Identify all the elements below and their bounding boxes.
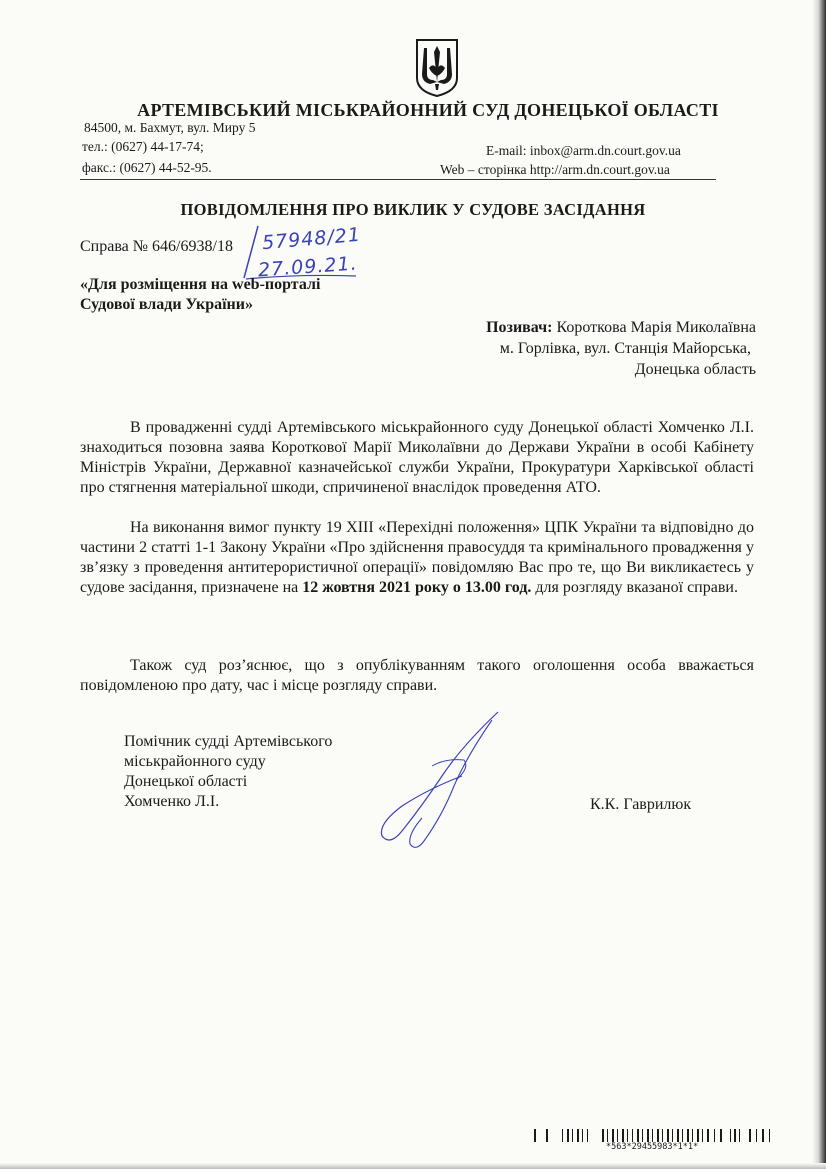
handwritten-signature: [372, 706, 512, 856]
court-website: Web – сторінка http://arm.dn.court.gov.ua: [440, 162, 670, 177]
plaintiff-address-line1: м. Горлівка, вул. Станція Майорська,: [499, 340, 751, 357]
plaintiff-name: Короткова Марія Миколаївна: [556, 319, 756, 336]
signatory-judge-name: Хомченко Л.І.: [124, 793, 220, 810]
plaintiff-label: Позивач:: [486, 319, 553, 336]
court-email: E-mail: inbox@arm.dn.court.gov.ua: [486, 143, 681, 158]
barcode: [534, 1129, 774, 1142]
header-divider: [80, 179, 716, 180]
handwritten-reg-date: 27.09.21.: [257, 252, 359, 282]
summons-tail: для розгляду вказаної справи.: [535, 579, 738, 596]
signatory-title-line2: міськрайонного суду: [124, 753, 266, 770]
trident-emblem-icon: [414, 38, 460, 98]
court-phone: тел.: (0627) 44-17-74;: [82, 139, 204, 154]
scan-edge-right: [812, 0, 826, 1169]
summons-text: На виконання вимог пункту 19 ХІІІ «Перехідні положення» ЦПК України та відповідно до частини 2 статті 1-1 Закону України «Про здійснення правосуддя та кримінального провадження у зв’язку з проведення антитерористичної операції» повідомляю Вас про те, що Ви викликаєтесь у судове засідання, призначене на: [80, 519, 754, 596]
paragraph-clarification: Також суд роз’яснює, що з опублікуванням такого оголошення особа вважається повідомленою про дату, час і місце розгляду справи.: [80, 657, 754, 694]
scan-edge-bottom: [0, 1163, 826, 1169]
signatory-title-line1: Помічник судді Артемівського: [124, 733, 333, 750]
document-title: ПОВІДОМЛЕННЯ ПРО ВИКЛИК У СУДОВЕ ЗАСІДАННЯ: [180, 200, 646, 219]
court-address: 84500, м. Бахмут, вул. Миру 5: [84, 120, 256, 135]
court-name: АРТЕМІВСЬКИЙ МІСЬКРАЙОННИЙ СУД ДОНЕЦЬКОЇ ОБЛАСТІ: [137, 100, 719, 120]
placement-note-line1: «Для розміщення на web-порталі: [80, 276, 321, 293]
hearing-datetime: 12 жовтня 2021 року о 13.00 год.: [302, 579, 532, 596]
paragraph-summons: [80, 518, 754, 598]
placement-note-line2: Судової влади України»: [80, 296, 253, 313]
signatory-title-line3: Донецької області: [124, 773, 248, 790]
paragraph-proceedings: В провадженні судді Артемівського міськрайонного суду Донецької області Хомченко Л.І. знаходиться позовна заява Короткової Марії Миколаївни до Держави України в особі Кабінету Міністрів України, Державної казначейської служби України, Прокуратури Харківської області про стягнення матеріальної шкоди, спричиненої внаслідок проведення АТО.: [80, 419, 754, 496]
plaintiff-line: [486, 319, 756, 337]
barcode-text: *563*29455983*1*1*: [606, 1142, 699, 1152]
handwritten-reg-number: 57948/21: [261, 223, 362, 255]
court-fax: факс.: (0627) 44-52-95.: [82, 160, 212, 175]
case-number: Справа № 646/6938/18: [80, 238, 233, 255]
signer-name: К.К. Гаврилюк: [590, 796, 692, 813]
plaintiff-address-line2: Донецька область: [634, 361, 756, 378]
